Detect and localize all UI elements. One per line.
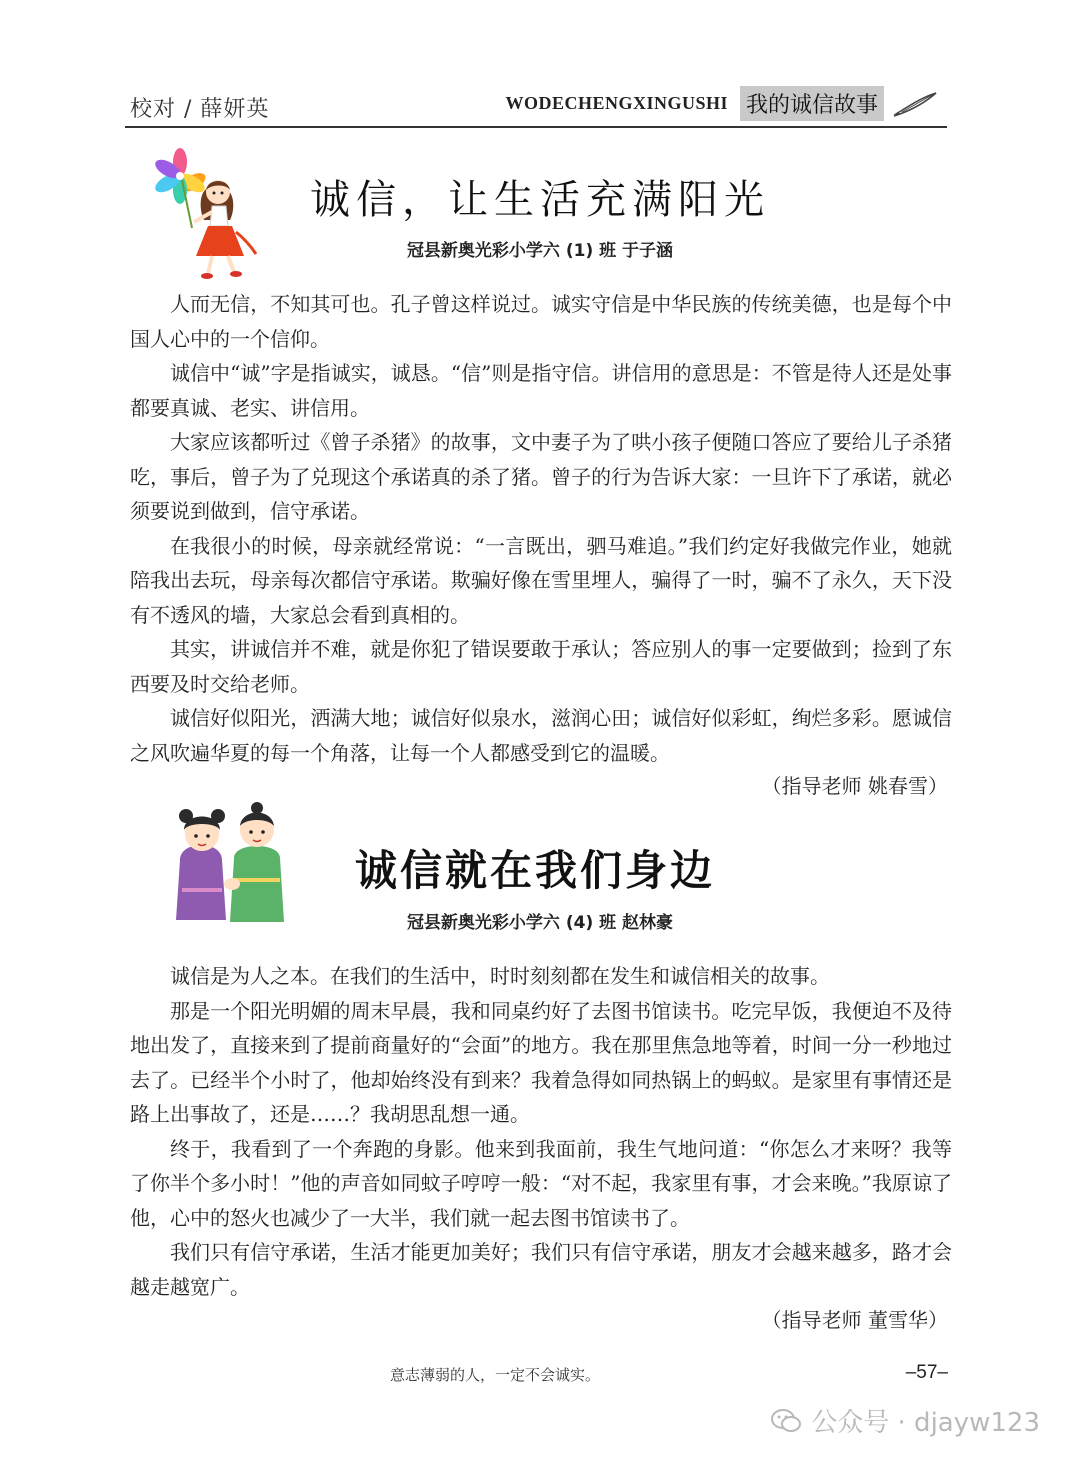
article-2-byline: 冠县新奥光彩小学六 (4) 班 赵林豪 (406, 913, 674, 933)
two-children-illustration (172, 800, 292, 930)
header-divider (125, 126, 947, 128)
article-1-byline: 冠县新奥光彩小学六 (1) 班 于子涵 (406, 241, 674, 261)
paragraph: 终于，我看到了一个奔跑的身影。他来到我面前，我生气地问道：“你怎么才来呀？我等了你半个多小时！”他的声音如同蚊子哼哼一般：“对不起，我家里有事，才会来晚。”我原谅了他，心中的怒火也减少了一大半，我们就一起去图书馆读书了。 (130, 1136, 952, 1230)
watermark (771, 1402, 1040, 1439)
footer-quote: 意志薄弱的人，一定不会诚实。 (390, 1366, 601, 1384)
paragraph: 诚信是为人之本。在我们的生活中，时时刻刻都在发生和诚信相关的故事。 (170, 964, 830, 988)
article-2-body (130, 959, 952, 1304)
girl-with-pinwheel-illustration (152, 148, 262, 283)
watermark-text: 公众号 · djayw123 (811, 1408, 1040, 1438)
column-header (505, 86, 940, 121)
paragraph: 在我很小的时候，母亲就经常说：“一言既出，驷马难追。”我们约定好我做完作业，她就陪我出去玩，母亲每次都信守承诺。欺骗好像在雪里埋人，骗得了一时，骗不了永久，天下没有不透风的墙，大家总会看到真相的。 (130, 533, 952, 627)
column-title-en: WODECHENGXINGUSHI (505, 93, 728, 113)
article-1-title: 诚信，让生活充满阳光 (310, 177, 770, 223)
article-1-teacher: （指导老师 姚春雪） (761, 774, 948, 798)
article-2-teacher: （指导老师 董雪华） (761, 1308, 948, 1332)
wechat-icon (771, 1408, 801, 1434)
column-title-zh: 我的诚信故事 (740, 86, 884, 121)
paragraph: 那是一个阳光明媚的周末早晨，我和同桌约好了去图书馆读书。吃完早饭，我便迫不及待地出发了，直接来到了提前商量好的“会面”的地方。我在那里焦急地等着，时间一分一秒地过去了。已经半个小时了，他却始终没有到来？我着急得如同热锅上的蚂蚁。是家里有事情还是路上出事故了，还是……？我胡思乱想一通。 (130, 998, 952, 1126)
paragraph: 诚信好似阳光，洒满大地；诚信好似泉水，滋润心田；诚信好似彩虹，绚烂多彩。愿诚信之风吹遍华夏的每一个角落，让每一个人都感受到它的温暖。 (130, 706, 952, 765)
paragraph: 大家应该都听过《曾子杀猪》的故事，文中妻子为了哄小孩子便随口答应了要给儿子杀猪吃，事后，曾子为了兑现这个承诺真的杀了猪。曾子的行为告诉大家：一旦许下了承诺，就必须要说到做到，信守承诺。 (130, 430, 952, 523)
paragraph: 我们只有信守承诺，生活才能更加美好；我们只有信守承诺，朋友才会越来越多，路才会越走越宽广。 (130, 1240, 952, 1299)
quill-pen-icon (892, 90, 940, 118)
paragraph: 其实，讲诚信并不难，就是你犯了错误要敢于承认；答应别人的事一定要做到；捡到了东西要及时交给老师。 (130, 637, 952, 696)
article-1-body (130, 287, 952, 770)
paragraph: 诚信中“诚”字是指诚实，诚恳。“信”则是指守信。讲信用的意思是：不管是待人还是处事都要真诚、老实、讲信用。 (130, 361, 952, 420)
page-number: –57– (905, 1362, 948, 1383)
proofreader-credit: 校对 / 薛妍英 (130, 97, 270, 122)
paragraph: 人而无信，不知其可也。孔子曾这样说过。诚实守信是中华民族的传统美德，也是每个中国人心中的一个信仰。 (130, 292, 952, 351)
article-2-title: 诚信就在我们身边 (354, 846, 715, 895)
